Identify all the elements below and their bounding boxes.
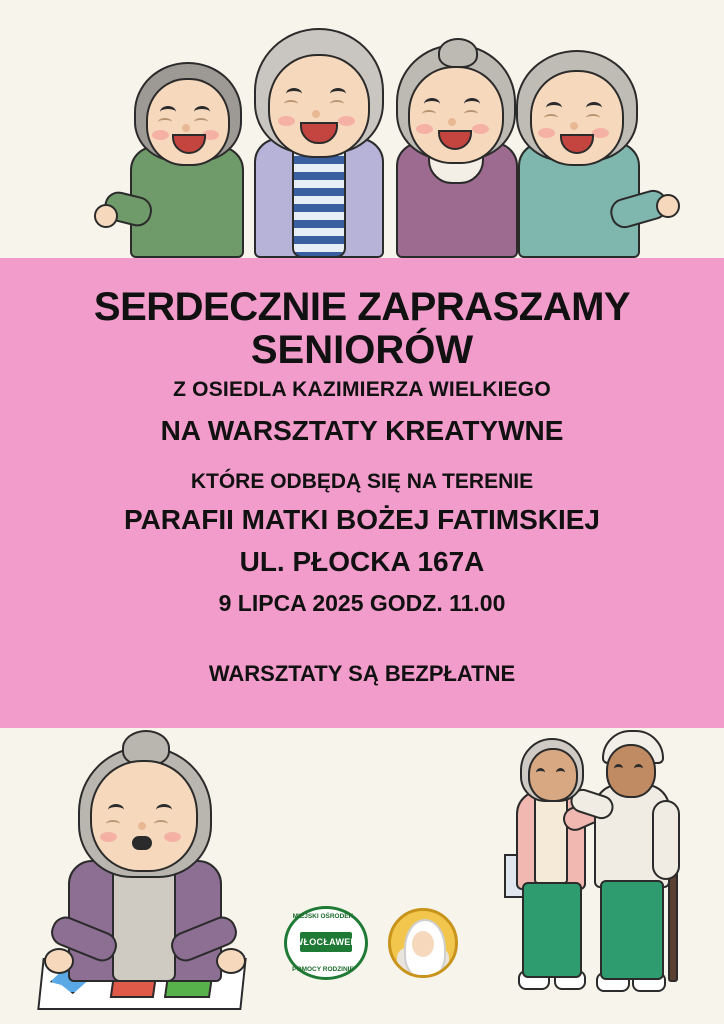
location-intro: KTÓRE ODBĘDĄ SIĘ NA TERENIE: [190, 470, 534, 494]
origami-woman-shirt: [112, 866, 176, 982]
wrinkle-4b: [586, 114, 600, 122]
four-senior-women-illustration: [96, 10, 626, 258]
origami-woman-hand-left: [44, 948, 74, 974]
nose-2: [312, 110, 320, 118]
eye-right-3: [464, 98, 480, 110]
headline-line-2: SENIORÓW: [250, 328, 474, 373]
wrinkle-2b: [330, 100, 344, 108]
wrinkle-3b: [464, 110, 478, 118]
mary-face: [412, 931, 434, 957]
blush-right-3: [472, 124, 489, 134]
eye-left-4: [546, 102, 562, 114]
hand-right: [656, 194, 680, 218]
couple-man-eye-left: [614, 764, 623, 773]
blush-right-2: [338, 116, 355, 126]
eye-left-2: [286, 88, 302, 100]
senior-couple-illustration: [506, 730, 706, 1020]
nose-1: [182, 124, 190, 132]
couple-man-arm-right: [652, 800, 680, 880]
top-illustration-band: [0, 0, 724, 258]
couple-woman-vest: [534, 794, 568, 884]
nose-4: [570, 122, 578, 130]
logos-row: [284, 906, 454, 976]
senior-woman-origami-illustration: [28, 736, 278, 1024]
mopr-logo-top-text: MIEJSKI OŚRODEK: [292, 913, 354, 920]
origami-woman-blush-right: [164, 832, 181, 842]
wrinkle-1a: [158, 118, 172, 126]
hand-left: [94, 204, 118, 228]
blush-left-1: [152, 130, 169, 140]
eye-right-2: [330, 88, 346, 100]
eye-left-1: [160, 106, 176, 118]
senior-woman-4: [492, 44, 682, 258]
subtitle-district: Z OSIEDLA KAZIMIERZA WIELKIEGO: [173, 378, 551, 402]
origami-woman-eye-left: [108, 804, 124, 816]
couple-man: [580, 730, 690, 1022]
eye-right-1: [194, 106, 210, 118]
headline-line-1: SERDECZNIE ZAPRASZAMY: [93, 285, 631, 329]
event-type: NA WARSZTATY KREATYWNE: [160, 415, 564, 447]
blush-right-4: [592, 128, 609, 138]
mopr-wloclawek-logo: [284, 906, 368, 980]
origami-woman-wrinkle-right: [154, 820, 168, 828]
wrinkle-3a: [422, 110, 436, 118]
couple-woman-eye-left: [536, 768, 545, 777]
origami-woman-wrinkle-left: [106, 820, 120, 828]
nose-3: [448, 118, 456, 126]
origami-woman-hand-right: [216, 948, 246, 974]
wrinkle-4a: [544, 114, 558, 122]
blush-left-3: [416, 124, 433, 134]
eye-right-4: [586, 102, 602, 114]
date-time: 9 LIPCA 2025 GODZ. 11.00: [218, 590, 506, 617]
mopr-logo-center-text: WŁOCŁAWEK: [300, 932, 352, 952]
parish-name: PARAFII MATKI BOŻEJ FATIMSKIEJ: [123, 504, 600, 536]
couple-woman-trousers: [522, 882, 582, 978]
hair-bun-3: [438, 38, 478, 68]
couple-woman-eye-right: [556, 768, 565, 777]
couple-man-eye-right: [634, 764, 643, 773]
blush-left-4: [538, 128, 555, 138]
free-notice: WARSZTATY SĄ BEZPŁATNE: [208, 661, 516, 687]
origami-woman-face: [90, 760, 198, 872]
walking-cane: [668, 870, 678, 982]
origami-woman-blush-left: [100, 832, 117, 842]
origami-woman-mouth: [132, 836, 152, 850]
invitation-text-band: [0, 258, 724, 728]
wrinkle-2a: [284, 100, 298, 108]
origami-woman-nose: [138, 822, 146, 830]
matka-boza-fatimska-icon: [388, 908, 458, 978]
eye-left-3: [424, 98, 440, 110]
origami-woman-eye-right: [156, 804, 172, 816]
bottom-illustration-band: [0, 728, 724, 1024]
street-address: UL. PŁOCKA 167A: [239, 546, 485, 578]
mopr-logo-bottom-text: POMOCY RODZINIE: [292, 966, 354, 973]
blush-left-2: [278, 116, 295, 126]
couple-man-trousers: [600, 880, 664, 980]
wrinkle-1b: [194, 118, 208, 126]
